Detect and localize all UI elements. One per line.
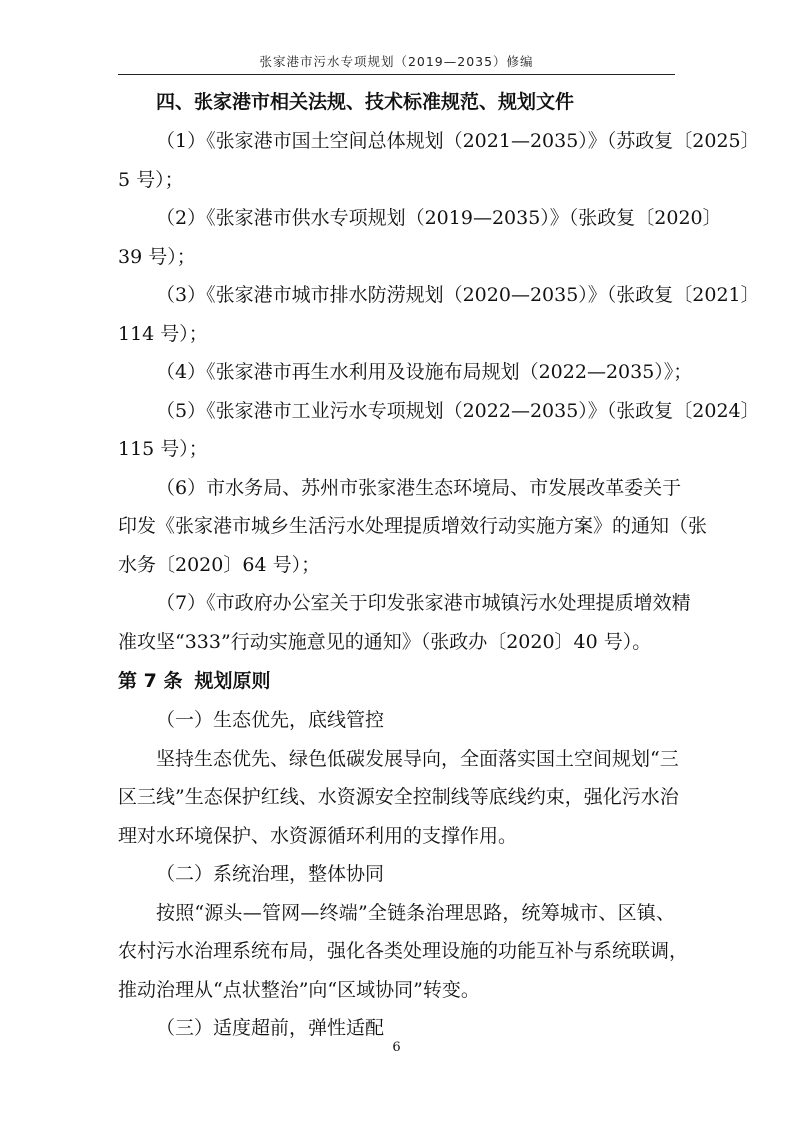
paragraph-line: 区三线”生态保护红线、水资源安全控制线等底线约束，强化污水治 [118, 786, 679, 808]
list-item-line: （7）《市政府办公室关于印发张家港市城镇污水处理提质增效精 [156, 592, 691, 614]
list-item-line: 印发《张家港市城乡生活污水处理提质增效行动实施方案》的通知（张 [118, 515, 708, 537]
page-number: 6 [392, 1040, 401, 1055]
article-heading [118, 661, 675, 701]
principle-title: （二）系统治理，整体协同 [156, 863, 385, 885]
document-body [118, 82, 760, 1048]
paragraph-line: 理对水环境保护、水资源循环利用的支撑作用。 [118, 824, 518, 847]
header-rule [118, 74, 675, 75]
list-item-line: （4）《张家港市再生水利用及设施布局规划（2022—2035）》； [156, 361, 693, 383]
list-item-line: 114 号）； [118, 322, 208, 345]
paragraph-line: 按照“源头—管网—终端”全链条治理思路，统筹城市、区镇、 [156, 901, 675, 924]
paragraph-line: 坚持生态优先、绿色低碳发展导向，全面落实国土空间规划“三 [156, 747, 679, 770]
list-item-line: （5）《张家港市工业污水专项规划（2022—2035）》（张政复〔2024〕 [156, 399, 760, 422]
paragraph-line: 农村污水治理系统布局，强化各类处理设施的功能互补与系统联调， [118, 940, 689, 962]
article-number: 第 7 条 [118, 670, 183, 692]
list-item-line: 水务〔2020〕64 号）； [118, 553, 321, 576]
list-item-line: （2）《张家港市供水专项规划（2019—2035）》（张政复〔2020〕 [156, 207, 722, 229]
list-item-line: （6）市水务局、苏州市张家港生态环境局、市发展改革委关于 [156, 476, 682, 499]
list-item-line: 准攻坚“333”行动实施意见的通知》（张政办〔2020〕40 号）。 [118, 630, 652, 653]
list-item-line: 5 号）； [118, 168, 184, 191]
list-item-line: （3）《张家港市城市排水防涝规划（2020—2035）》（张政复〔2021〕 [156, 284, 760, 306]
principle-title: （三）适度超前，弹性适配 [156, 1017, 385, 1039]
section-heading: 四、张家港市相关法规、技术标准规范、规划文件 [156, 91, 575, 113]
list-item-line: （1）《张家港市国土空间总体规划（2021—2035）》（苏政复〔2025〕 [156, 130, 760, 152]
paragraph-line: 推动治理从“点状整治”向“区域协同”转变。 [118, 978, 480, 1001]
article-title: 规划原则 [194, 670, 271, 692]
running-header: 张家港市污水专项规划（2019—2035）修编 [259, 54, 534, 69]
list-item-line: 115 号）； [118, 438, 208, 460]
principle-title: （一）生态优先，底线管控 [156, 709, 385, 731]
list-item-line: 39 号）； [118, 245, 196, 268]
